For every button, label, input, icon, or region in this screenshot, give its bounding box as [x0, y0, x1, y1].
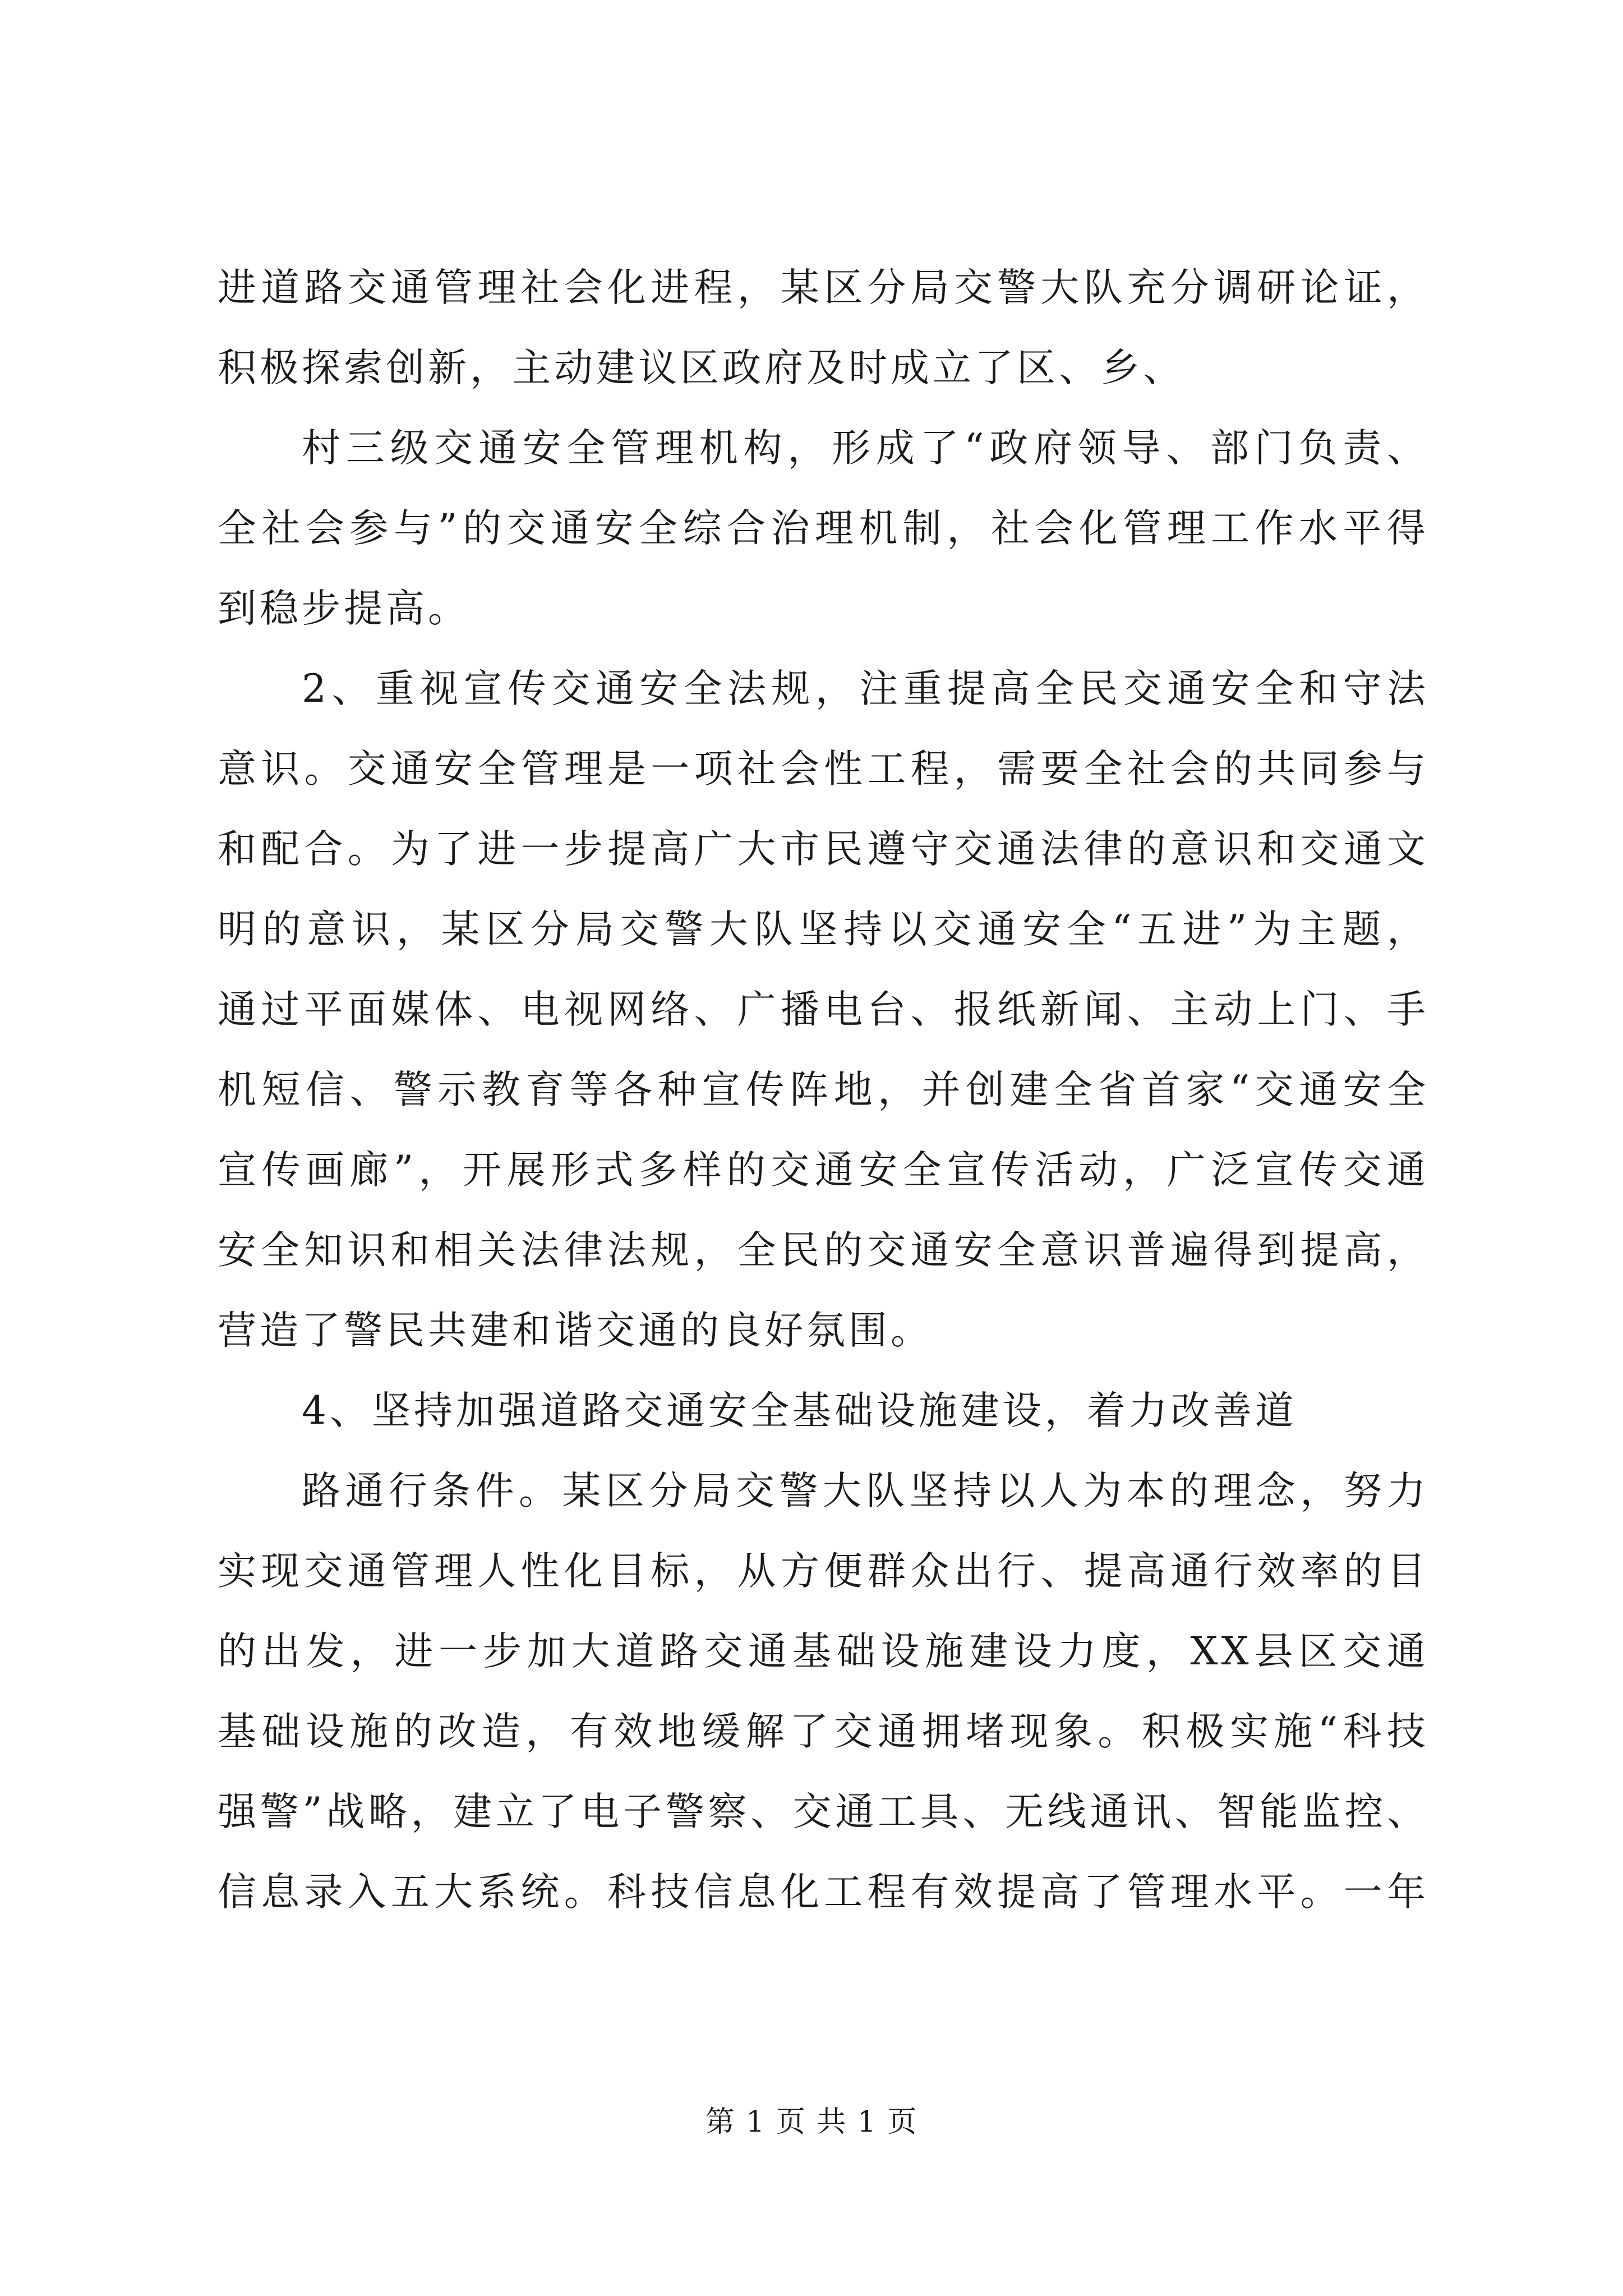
text-line: 通过平面媒体、电视网络、广播电台、报纸新闻、主动上门、手	[218, 987, 1429, 1032]
text-line: 意识。交通安全管理是一项社会性工程，需要全社会的共同参与	[218, 747, 1429, 792]
text-line: 路通行条件。某区分局交警大队坚持以人为本的理念，努力	[302, 1469, 1429, 1513]
text-line: 到稳步提高。	[218, 586, 470, 631]
page-number: 第 1 页 共 1 页	[705, 2105, 918, 2139]
text-line: 积极探索创新，主动建议区政府及时成立了区、乡、	[218, 346, 1185, 390]
body-text	[218, 248, 1429, 1932]
text-line: 的出发，进一步加大道路交通基础设施建设力度，XX县区交通	[218, 1629, 1429, 1674]
page-footer	[0, 2102, 1623, 2142]
text-line: 强警”战略，建立了电子警察、交通工具、无线通讯、智能监控、	[218, 1789, 1429, 1834]
text-line: 进道路交通管理社会化进程，某区分局交警大队充分调研论证，	[218, 265, 1429, 310]
text-line: 4、坚持加强道路交通安全基础设施建设，着力改善道	[302, 1388, 1297, 1433]
text-line: 宣传画廊”，开展形式多样的交通安全宣传活动，广泛宣传交通	[218, 1148, 1429, 1193]
text-line: 安全知识和相关法律法规，全民的交通安全意识普遍得到提高，	[218, 1228, 1429, 1273]
text-line: 2、重视宣传交通安全法规，注重提高全民交通安全和守法	[302, 666, 1429, 711]
text-line: 营造了警民共建和谐交通的良好氛围。	[218, 1308, 933, 1353]
text-line: 村三级交通安全管理机构，形成了“政府领导、部门负责、	[302, 426, 1429, 471]
text-line: 全社会参与”的交通安全综合治理机制，社会化管理工作水平得	[218, 506, 1429, 551]
text-line: 和配合。为了进一步提高广大市民遵守交通法律的意识和交通文	[218, 827, 1429, 872]
text-line: 信息录入五大系统。科技信息化工程有效提高了管理水平。一年	[218, 1870, 1429, 1915]
text-line: 基础设施的改造，有效地缓解了交通拥堵现象。积极实施“科技	[218, 1709, 1429, 1754]
text-line: 机短信、警示教育等各种宣传阵地，并创建全省首家“交通安全	[218, 1068, 1429, 1112]
text-line: 实现交通管理人性化目标，从方便群众出行、提高通行效率的目	[218, 1549, 1429, 1594]
text-line: 明的意识，某区分局交警大队坚持以交通安全“五进”为主题，	[218, 907, 1429, 952]
